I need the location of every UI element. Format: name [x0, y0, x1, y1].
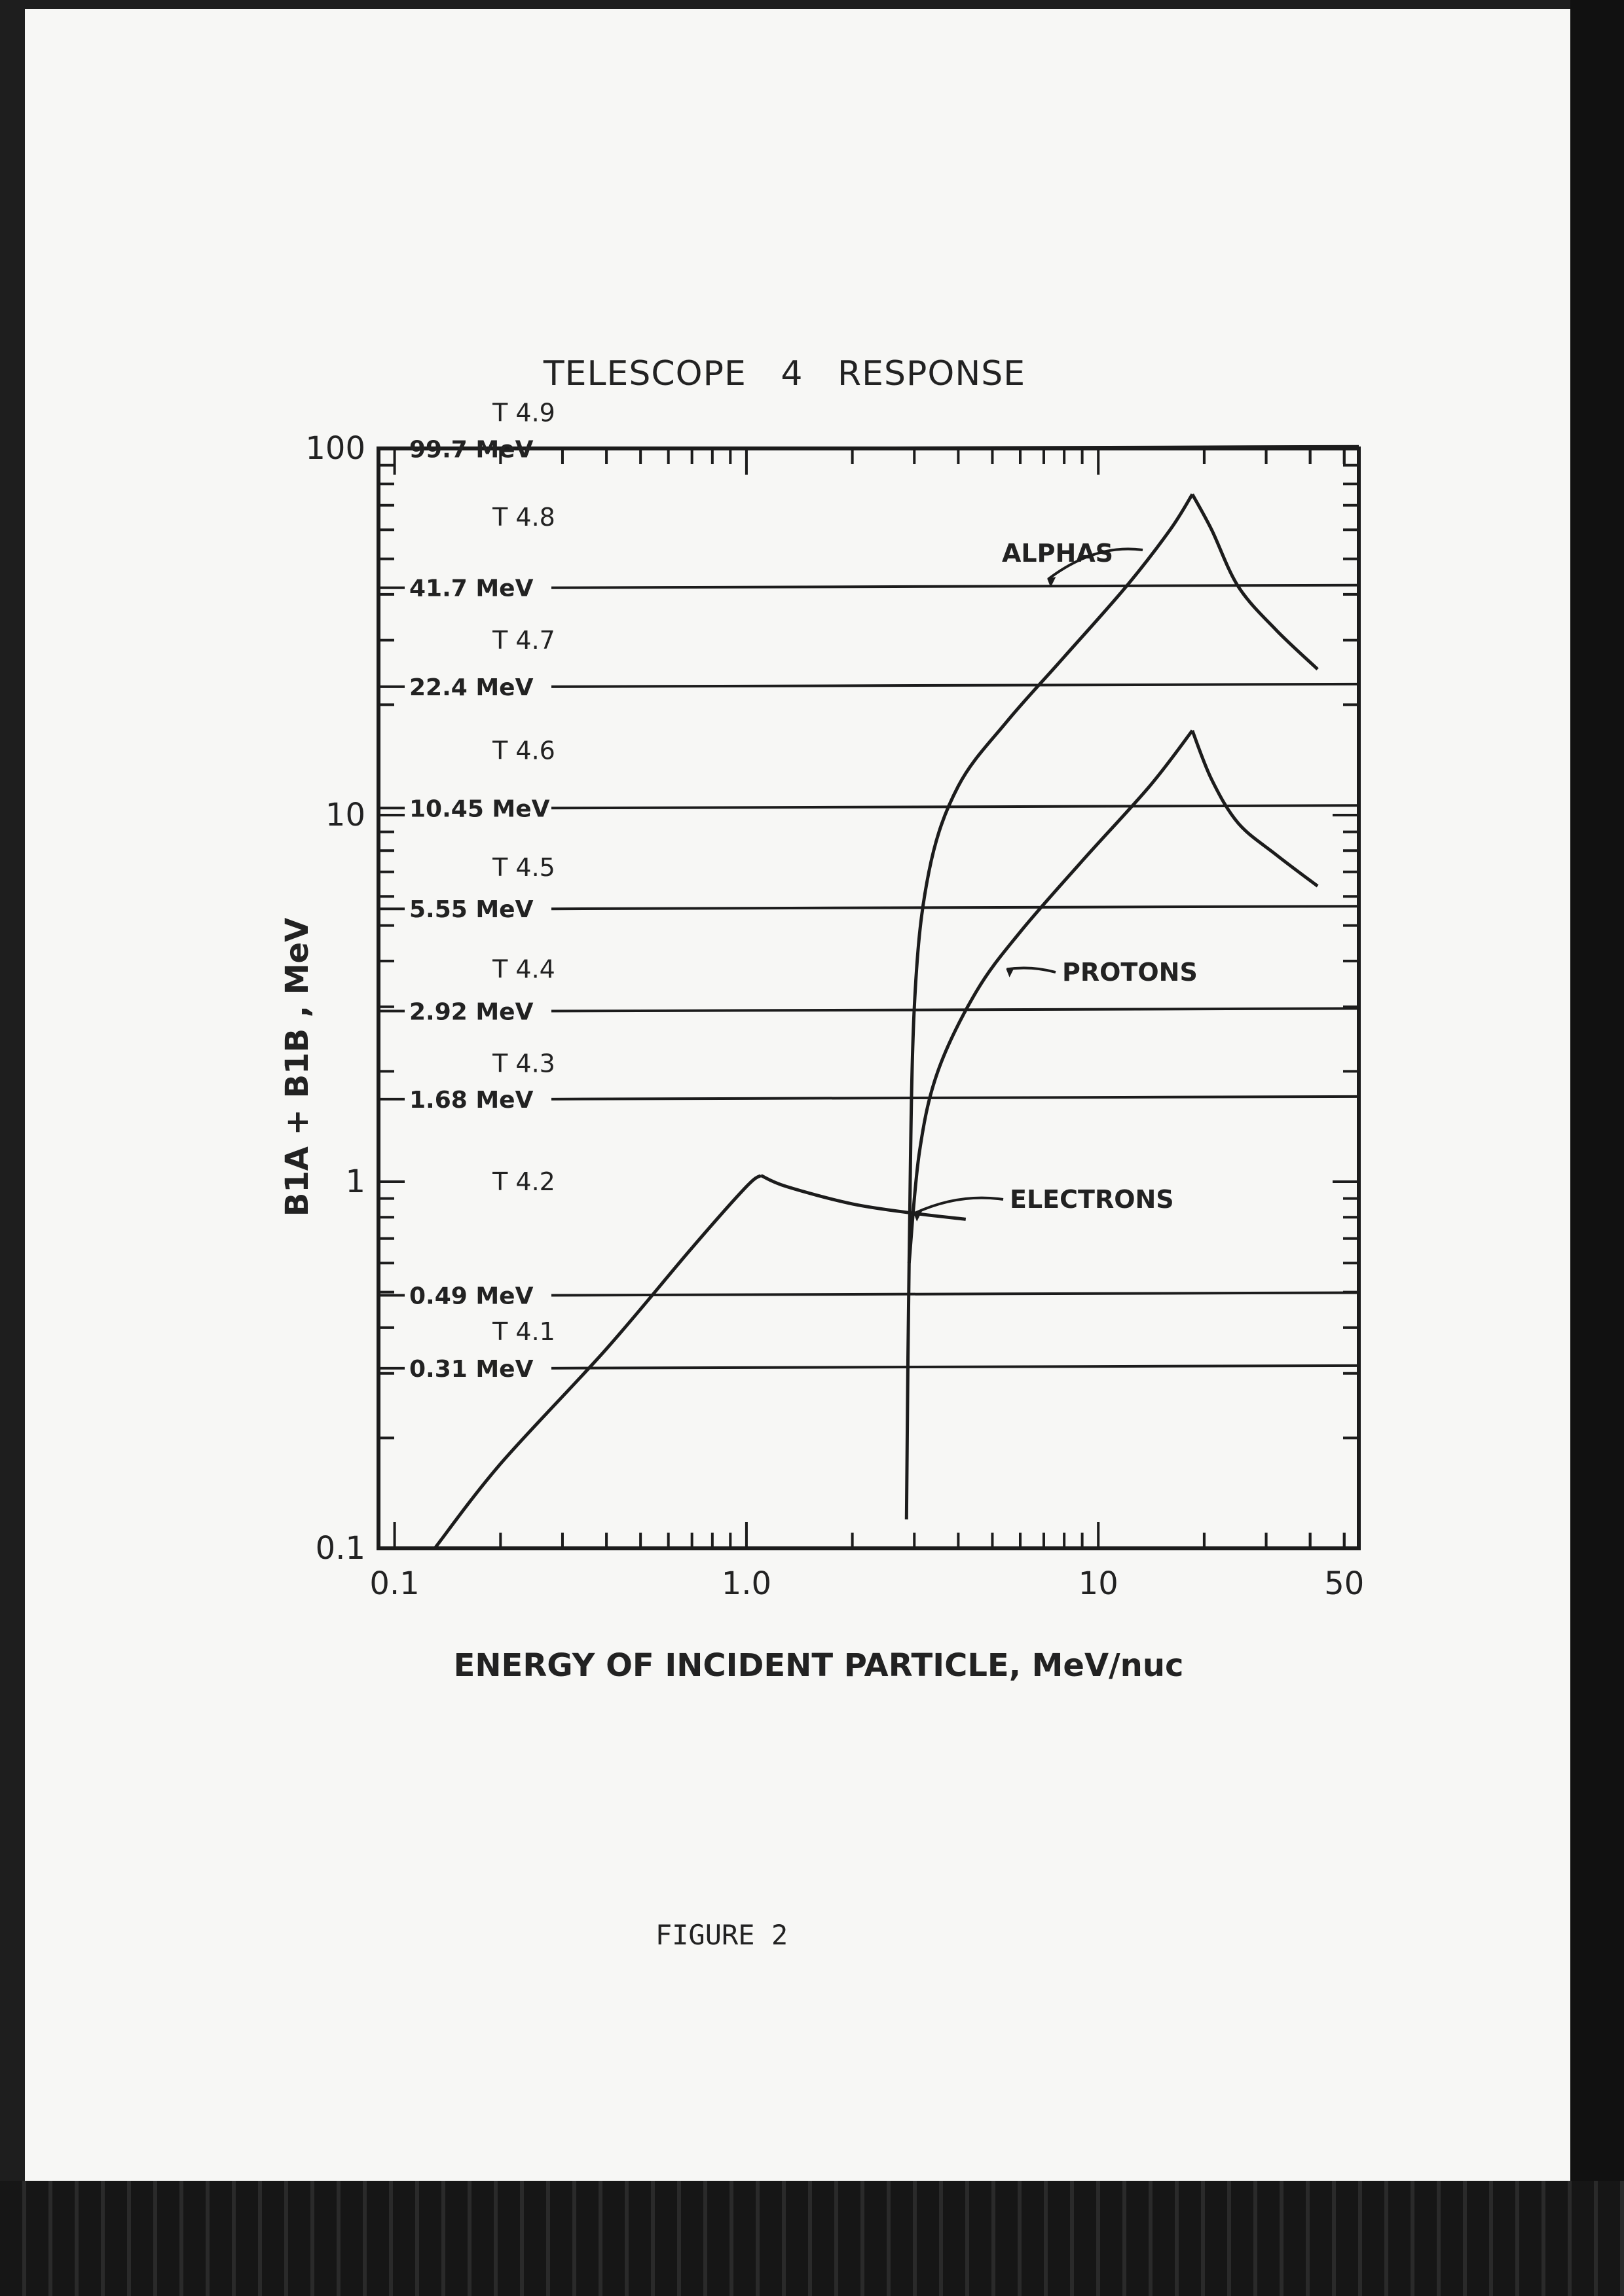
leader-protons — [1007, 968, 1056, 972]
x-tick-label: 0.1 — [369, 1565, 420, 1602]
leader-electrons — [914, 1198, 1003, 1214]
y-tick-label: 100 — [305, 430, 365, 467]
threshold-line — [551, 1008, 1359, 1011]
channel-label: T 4.8 — [492, 502, 555, 532]
channel-label: T 4.4 — [492, 955, 555, 984]
figure-caption: FIGURE 2 — [655, 1919, 788, 1951]
channel-label: T 4.6 — [492, 736, 555, 765]
channel-label: T 4.9 — [492, 398, 555, 428]
series-protons-fall — [1192, 731, 1318, 886]
y-axis-title: B1A + B1B , MeV — [279, 917, 316, 1217]
x-tick-label: 10 — [1078, 1565, 1118, 1602]
series-protons-rise — [909, 731, 1192, 1263]
threshold-line — [551, 1366, 1359, 1368]
leader-arrow-electrons — [914, 1212, 921, 1220]
channel-label: T 4.5 — [492, 852, 555, 882]
threshold-line — [551, 684, 1359, 687]
x-tick-label: 1.0 — [721, 1565, 772, 1602]
leader-arrow-protons — [1007, 968, 1014, 975]
threshold-label: 10.45 MeV — [409, 795, 550, 823]
threshold-label: 0.31 MeV — [409, 1355, 534, 1383]
series-label-alphas: ALPHAS — [1002, 539, 1114, 568]
channel-label: T 4.2 — [492, 1167, 555, 1196]
series-label-protons: PROTONS — [1062, 958, 1198, 987]
series-alphas-fall — [1192, 494, 1318, 669]
y-tick-label: 10 — [325, 797, 365, 833]
threshold-line — [551, 1292, 1359, 1295]
series-electrons-fall — [761, 1176, 966, 1220]
channel-label: T 4.3 — [492, 1049, 555, 1078]
threshold-label: 0.49 MeV — [409, 1283, 534, 1310]
threshold-label: 41.7 MeV — [409, 575, 534, 602]
y-tick-label: 0.1 — [315, 1530, 365, 1567]
series-label-electrons: ELECTRONS — [1010, 1185, 1174, 1214]
leader-arrow-alphas — [1048, 578, 1055, 586]
threshold-label: 99.7 MeV — [409, 436, 534, 464]
channel-label: T 4.7 — [492, 625, 555, 655]
threshold-line — [551, 1097, 1359, 1099]
threshold-label: 5.55 MeV — [409, 896, 534, 924]
threshold-label: 22.4 MeV — [409, 674, 534, 701]
chart-title: TELESCOPE 4 RESPONSE — [543, 354, 1026, 393]
y-tick-label: 1 — [345, 1163, 365, 1200]
threshold-line — [551, 805, 1359, 808]
threshold-label: 2.92 MeV — [409, 998, 534, 1026]
x-axis-title: ENERGY OF INCIDENT PARTICLE, MeV/nuc — [453, 1647, 1184, 1684]
x-tick-label: 50 — [1324, 1565, 1365, 1602]
threshold-label: 1.68 MeV — [409, 1086, 534, 1114]
channel-label: T 4.1 — [492, 1317, 555, 1347]
threshold-line — [551, 906, 1359, 909]
